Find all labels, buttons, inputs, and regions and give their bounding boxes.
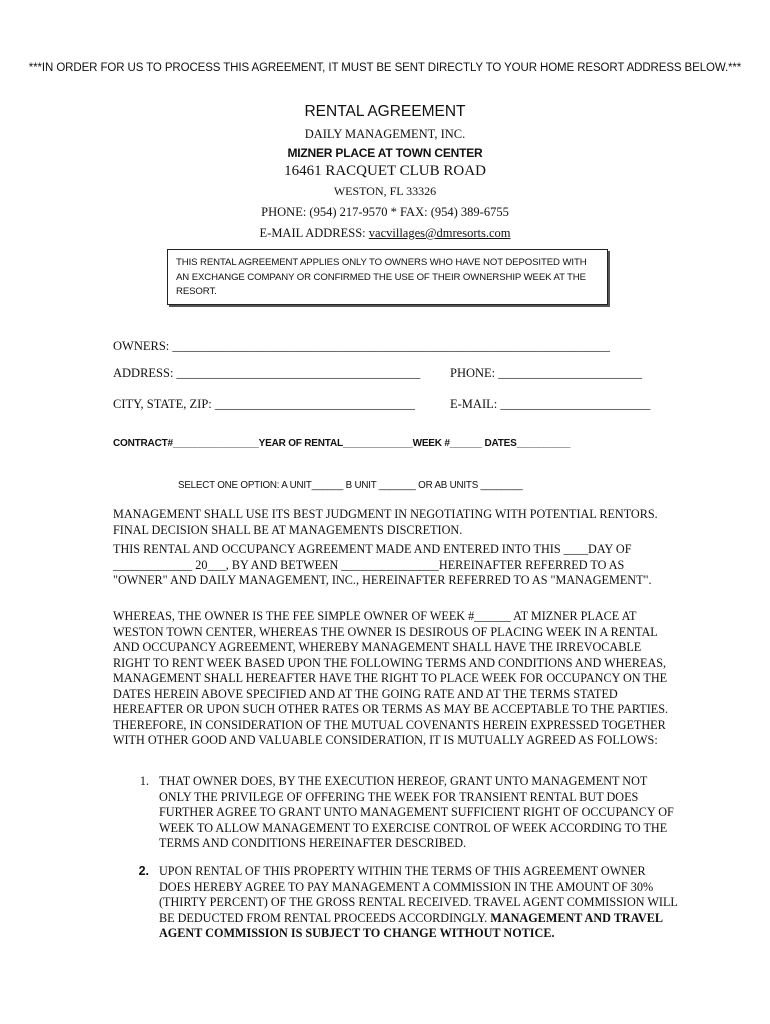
processing-notice: ***IN ORDER FOR US TO PROCESS THIS AGREEMENT, IT MUST BE SENT DIRECTLY TO YOUR HOME RESORT ADDRESS BELOW.***: [28, 62, 742, 74]
city-state-zip-field[interactable]: CITY, STATE, ZIP: ________________________________: [113, 397, 415, 411]
applicability-notice-box: [167, 249, 608, 305]
list-item-content: [159, 864, 679, 942]
email-field[interactable]: E-MAIL: ________________________: [450, 397, 651, 411]
whereas-paragraph: WHEREAS, THE OWNER IS THE FEE SIMPLE OWNER OF WEEK #______ AT MIZNER PLACE AT WESTON TOWN CENTER, WHEREAS THE OWNER IS DESIROUS OF PLACING WEEK IN A RENTAL AND OCCUPANCY AGREEMENT, WHEREBY MANAGEMENT SHALL HAVE THE IRREVOCABLE RIGHT TO RENT WEEK BASED UPON THE FOLLOWING TERMS AND CONDITIONS AND WHEREAS, MANAGEMENT SHALL HEREAFTER HAVE THE RIGHT TO PLACE WEEK FOR OCCUPANCY ON THE DATES HEREIN ABOVE SPECIFIED AND AT THE GOING RATE AND AT THE TERMS STATED HEREAFTER OR UPON SUCH OTHER RATES OR TERMS AS MAY BE ACCEPTABLE TO THE PARTIES. THEREFORE, IN CONSIDERATION OF THE MUTUAL COVENANTS HEREIN EXPRESSED TOGETHER WITH OTHER GOOD AND VALUABLE CONSIDERATION, IT IS MUTUALLY AGREED AS FOLLOWS:: [113, 609, 669, 747]
owners-field[interactable]: OWNERS: ______________________________________________________________________: [113, 339, 610, 353]
address-field[interactable]: ADDRESS: _______________________________________: [113, 366, 421, 380]
company-name: DAILY MANAGEMENT, INC.: [304, 127, 466, 141]
list-item-number: 2.: [138, 864, 149, 878]
contract-fields-line[interactable]: CONTRACT#________________YEAR OF RENTAL_____________WEEK #______ DATES__________: [113, 438, 571, 449]
commission-change-warning: MANAGEMENT AND TRAVEL AGENT COMMISSION IS SUBJECT TO CHANGE WITHOUT NOTICE.: [159, 910, 663, 940]
street-address: 16461 RACQUET CLUB ROAD: [284, 163, 486, 179]
list-item-text: THAT OWNER DOES, BY THE EXECUTION HEREOF, GRANT UNTO MANAGEMENT NOT ONLY THE PRIVILEGE OF OFFERING THE WEEK FOR TRANSIENT RENTAL BUT DOES FURTHER AGREE TO GRANT UNTO MANAGEMENT SUFFICIENT RIGHT OF OCCUPANCY OF WEEK TO ALLOW MANAGEMENT TO EXERCISE CONTROL OF WEEK ACCORDING TO THE TERMS AND CONDITIONS HEREINAFTER DESCRIBED.: [159, 774, 674, 850]
email-label: E-MAIL ADDRESS:: [259, 226, 369, 240]
list-item-number: 1.: [139, 774, 149, 788]
agreement-parties-paragraph: THIS RENTAL AND OCCUPANCY AGREEMENT MADE AND ENTERED INTO THIS ____DAY OF _____________ 20___, BY AND BETWEEN ________________HEREINAFTER REFERRED TO AS "OWNER" AND DAILY MANAGEMENT, INC., HEREINAFTER REFERRED TO AS "MANAGEMENT".: [113, 542, 652, 587]
applicability-notice-text: THIS RENTAL AGREEMENT APPLIES ONLY TO OWNERS WHO HAVE NOT DEPOSITED WITH AN EXCHANGE COMPANY OR CONFIRMED THE USE OF THEIR OWNERSHIP WEEK AT THE RESORT.: [176, 257, 587, 297]
phone-field[interactable]: PHONE: _______________________: [450, 366, 643, 380]
management-judgment-paragraph: MANAGEMENT SHALL USE ITS BEST JUDGMENT IN NEGOTIATING WITH POTENTIAL RENTORS. FINAL DECISION SHALL BE AT MANAGEMENTS DISCRETION.: [113, 507, 658, 537]
document-title: RENTAL AGREEMENT: [304, 103, 466, 120]
list-item-text: UPON RENTAL OF THIS PROPERTY WITHIN THE TERMS OF THIS AGREEMENT OWNER DOES HEREBY AGREE TO PAY MANAGEMENT A COMMISSION IN THE AMOUNT OF 30% (THIRTY PERCENT) OF THE GROSS RENTAL RECEIVED. TRAVEL AGENT COMMISSION WILL BE DEDUCTED FROM RENTAL PROCEEDS ACCORDINGLY.: [159, 864, 678, 925]
email-link[interactable]: vacvillages@dmresorts.com: [368, 226, 511, 240]
unit-option-line[interactable]: SELECT ONE OPTION: A UNIT______ B UNIT _______ OR AB UNITS ________: [178, 480, 523, 491]
resort-name: MIZNER PLACE AT TOWN CENTER: [287, 146, 483, 160]
email-line: [0, 226, 770, 241]
phone-fax: PHONE: (954) 217-9570 * FAX: (954) 389-6755: [261, 205, 509, 219]
city-address: WESTON, FL 33326: [333, 184, 437, 198]
